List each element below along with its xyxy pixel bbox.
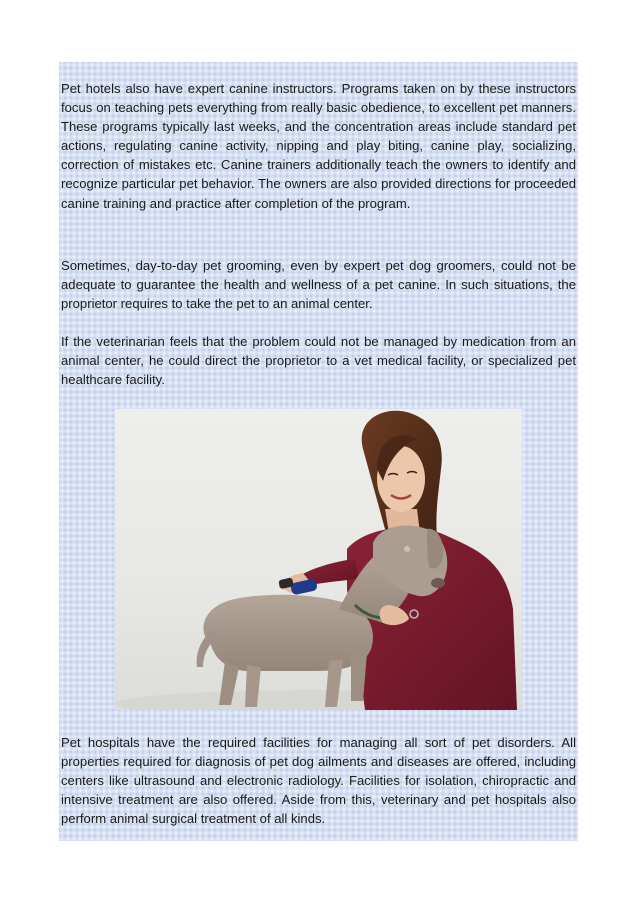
photo-illustration (115, 409, 522, 710)
paragraph-pet-hotel-instructors: Pet hotels also have expert canine instructors. Programs taken on by these instructors focus on teaching pets everything from really basic obedience, to excellent pet manners. These programs typically last weeks, and the concentration areas include standard pet actions, regulating canine activity, nipping and play biting, canine play, socializing, correction of mistakes etc. Canine trainers additionally teach the owners to identify and recognize particular pet behavior. The owners are also provided directions for proceeded canine training and practice after completion of the program. (61, 81, 576, 211)
dog-eye (404, 546, 410, 552)
paragraph-vet-referral: If the veterinarian feels that the problem could not be managed by medication from an animal center, he could direct the proprietor to a vet medical facility, or specialized pet healthcare facility. (61, 334, 576, 388)
photo-vet-grooming-dog (115, 409, 522, 710)
dog-nose (431, 578, 445, 588)
paragraph-pet-hospital-facilities: Pet hospitals have the required facilities for managing all sort of pet disorders. All properties required for diagnosis of pet dog ailments and diseases are offered, including centers like ultrasound and electronic radiology. Facilities for isolation, chiropractic and intensive treatment are also offered. Aside from this, veterinary and pet hospitals also perform animal surgical treatment of all kinds. (61, 735, 576, 827)
paragraph-grooming-limits: Sometimes, day-to-day pet grooming, even by expert pet dog groomers, could not be adequate to guarantee the health and wellness of a pet canine. In such situations, the proprietor requires to take the pet to an animal center. (61, 258, 576, 312)
page-sheet (59, 62, 578, 841)
